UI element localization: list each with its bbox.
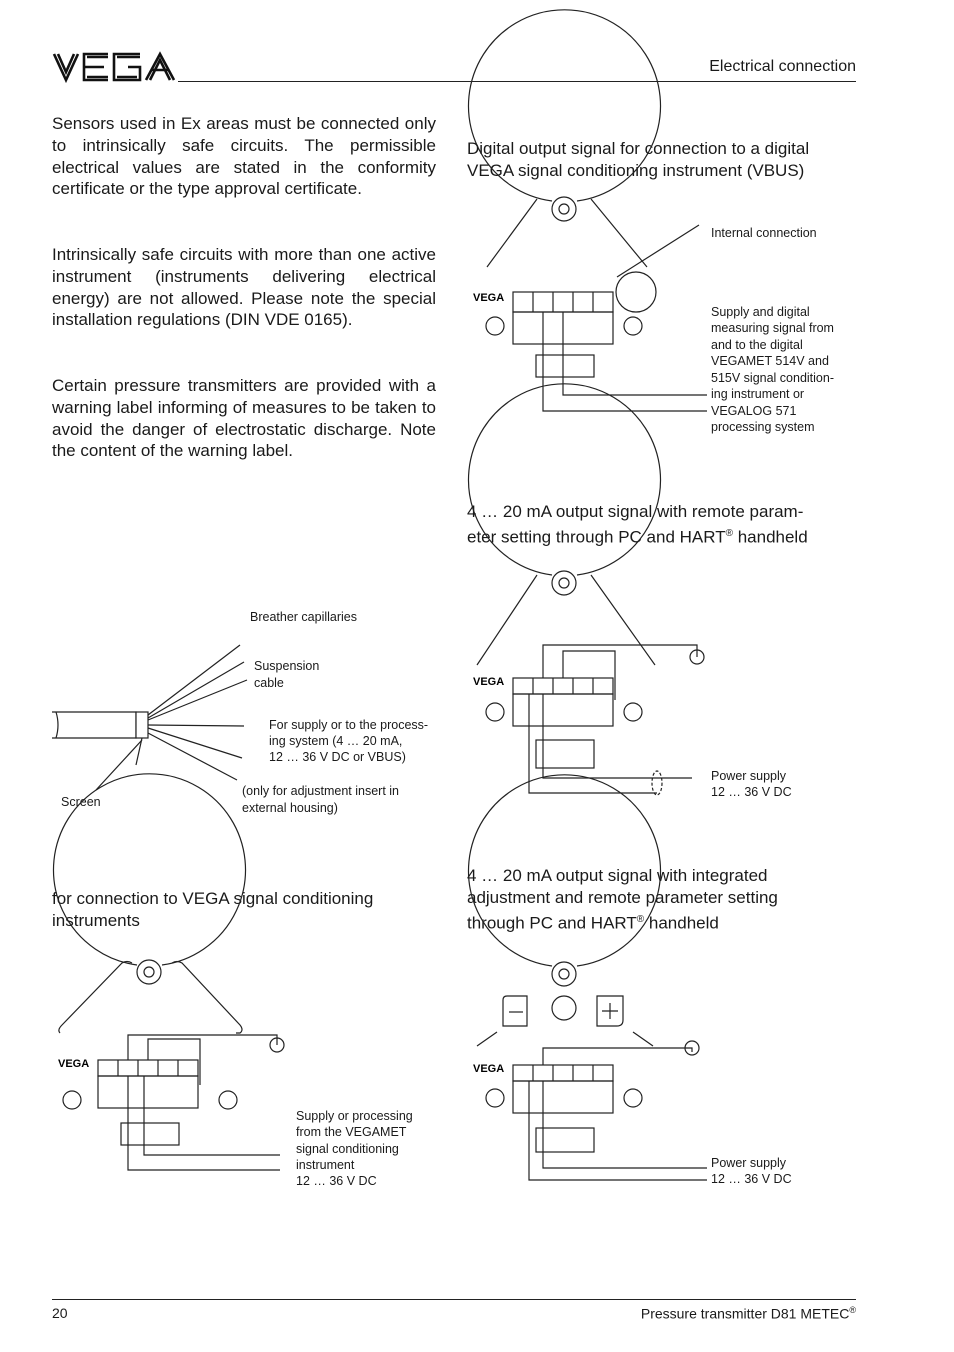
integrated-heading-line-2: adjustment and remote parameter setting (467, 887, 778, 907)
hart-heading-line-2 (467, 523, 857, 548)
label-supply-2: ing system (4 … 20 mA, (269, 734, 403, 748)
digital-mini-logo: VEGA (473, 292, 505, 304)
label-internal-connection: Internal connection (711, 226, 817, 240)
integrated-heading-line-1: 4 … 20 mA output signal with integrated (467, 866, 768, 885)
header-rule (178, 81, 856, 82)
footer-doc-title-text: Pressure transmitter D81 METEC (640, 1305, 850, 1322)
registered-mark: ® (636, 913, 645, 925)
hart-mini-logo: VEGA (473, 676, 505, 688)
vega-terminal-diagram (52, 955, 292, 1185)
integrated-heading (467, 865, 857, 934)
integrated-heading-line-3-text: through PC and HART (467, 913, 637, 933)
label-screen: Screen (61, 795, 101, 809)
vega-mini-logo: VEGA (58, 1058, 90, 1070)
digital-heading-line-2: VEGA signal conditioning instrument (VBUS) (467, 160, 805, 180)
digital-label-1: Supply and digital (711, 305, 810, 319)
hart-heading-line-1: 4 … 20 mA output signal with remote param- (467, 502, 804, 521)
hart-heading (467, 501, 857, 548)
integrated-mini-logo: VEGA (473, 1063, 505, 1075)
intrinsic-paragraph (52, 244, 436, 331)
hart-power-2: 12 … 36 V DC (711, 785, 792, 799)
registered-mark: ® (725, 527, 733, 539)
label-supply-3: 12 … 36 V DC or VBUS) (269, 750, 406, 764)
hart-power-1: Power supply (711, 769, 787, 783)
label-supply-1: For supply or to the process- (269, 718, 429, 732)
digital-label-8: processing system (711, 420, 815, 434)
vega-label-2: from the VEGAMET (296, 1125, 407, 1139)
vega-label-5: 12 … 36 V DC (296, 1174, 377, 1188)
hart-heading-line-2-end: handheld (732, 527, 808, 547)
para-warning: Certain pressure transmitters are provided with a warning label informing of measures to be taken to avoid the danger of electrostatic discharge. Note the content of the warning label. (52, 376, 436, 461)
label-adjust-2: external housing) (242, 801, 338, 815)
footer-rule (52, 1299, 856, 1300)
digital-label-5: 515V signal condition- (711, 371, 834, 385)
digital-heading-line-1: Digital output signal for connection to a digital (467, 139, 810, 158)
hart-terminal-diagram (467, 565, 707, 805)
page-number: 20 (52, 1305, 68, 1321)
integrated-heading-line-3-end: handheld (644, 913, 719, 933)
integrated-heading-line-3 (467, 909, 857, 934)
vega-heading-line-2: instruments (52, 910, 140, 930)
digital-label-6: ing instrument or (711, 387, 805, 401)
digital-label-7: VEGALOG 571 (711, 404, 797, 418)
footer-registered-mark: ® (849, 1305, 856, 1315)
digital-heading (467, 138, 857, 182)
label-suspension-1: Suspension (254, 659, 320, 673)
vega-connection-heading (52, 888, 436, 932)
para-ex-areas: Sensors used in Ex areas must be connected only to intrinsically safe circuits. The permissible electrical values are stated in the conformity certificate or the type approval certificate. (52, 114, 436, 199)
vega-heading-line-1: for connection to VEGA signal conditioning (52, 889, 374, 908)
label-breather: Breather capillaries (250, 610, 357, 624)
integrated-power-2: 12 … 36 V DC (711, 1172, 792, 1186)
vega-label-3: signal conditioning (296, 1142, 399, 1156)
warning-paragraph (52, 375, 436, 462)
label-suspension-2: cable (254, 676, 284, 690)
vega-label-4: instrument (296, 1158, 355, 1172)
footer-doc-title (560, 1305, 856, 1322)
digital-label-4: VEGAMET 514V and (711, 354, 829, 368)
digital-label-2: measuring signal from (711, 321, 834, 335)
digital-label-3: and to the digital (711, 338, 803, 352)
integrated-power-1: Power supply (711, 1156, 787, 1170)
digital-terminal-diagram (467, 195, 707, 415)
hart-heading-line-2-text: eter setting through PC and HART (467, 527, 726, 547)
para-intrinsic: Intrinsically safe circuits with more than one active instrument (instruments delivering electrical energy) are not allowed. Please note the special installation regulations (DIN VDE 0165). (52, 245, 436, 330)
integrated-terminal-diagram (467, 960, 707, 1190)
vega-label-1: Supply or processing (296, 1109, 413, 1123)
label-adjust-1: (only for adjustment insert in (242, 784, 400, 798)
section-title: Electrical connection (709, 58, 856, 75)
vega-logo-graphic (52, 50, 177, 84)
ex-areas-paragraph (52, 113, 436, 200)
